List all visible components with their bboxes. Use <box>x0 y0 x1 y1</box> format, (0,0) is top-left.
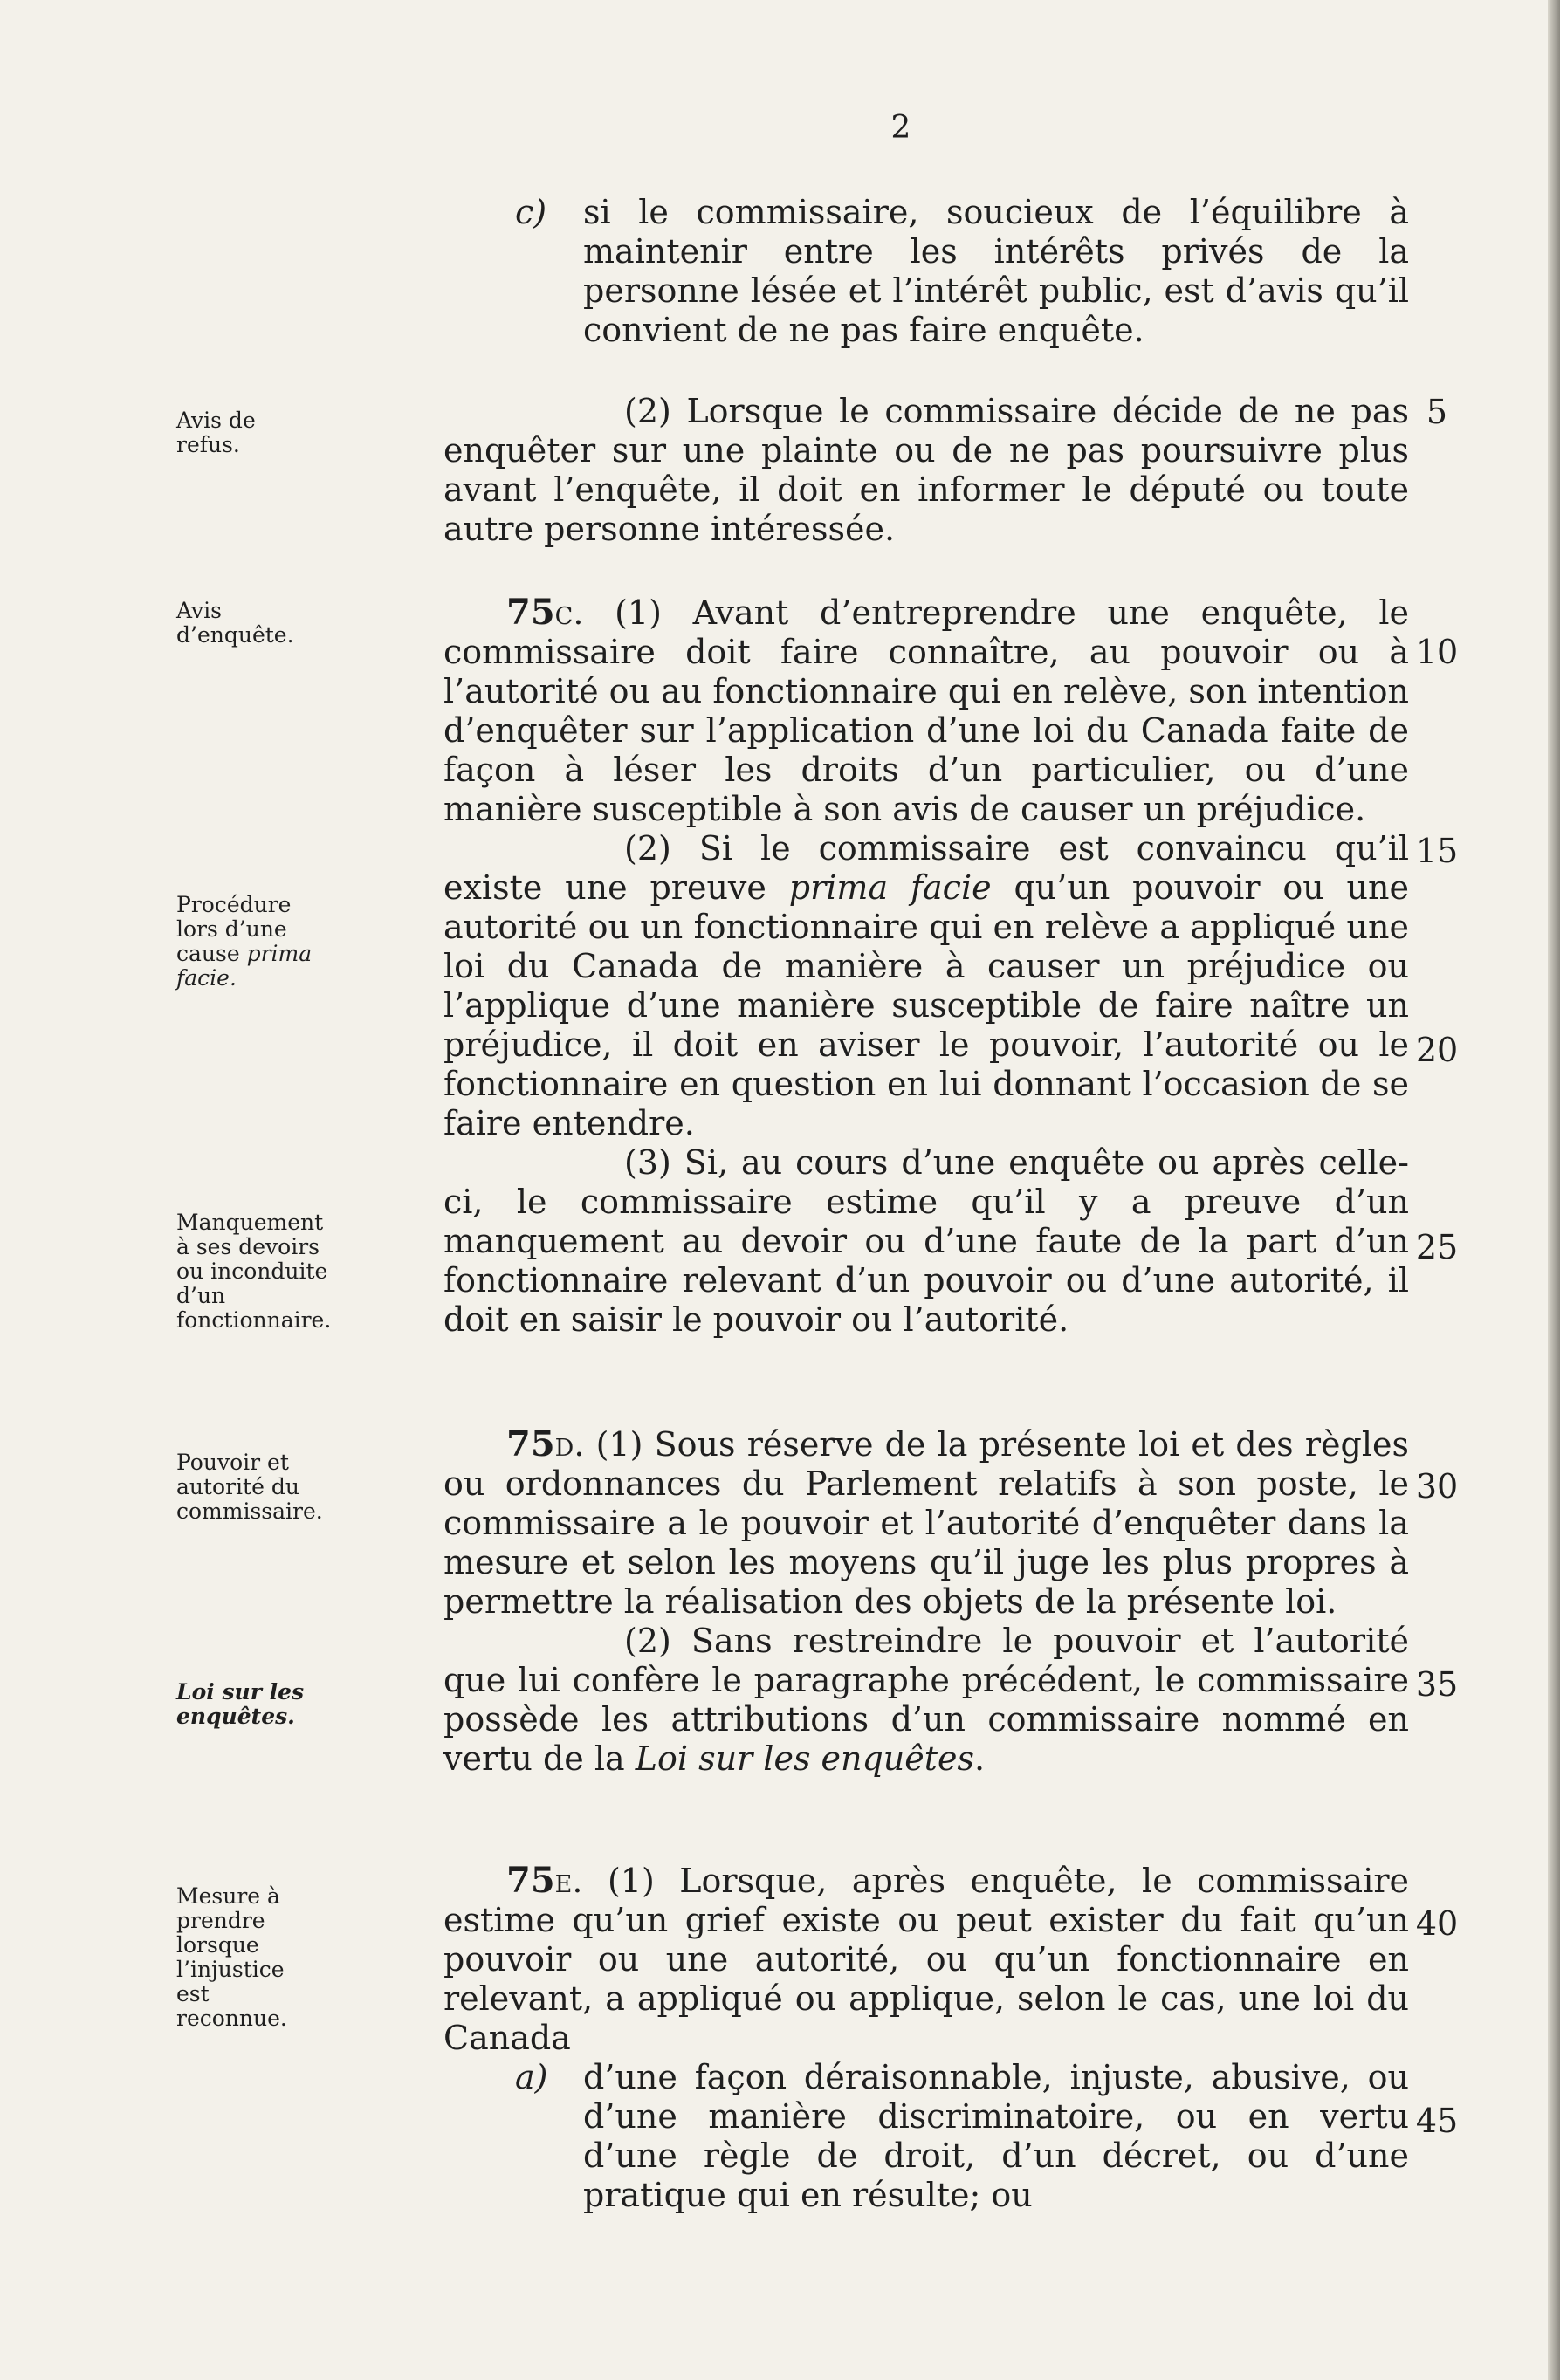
margin-note-manquement: Manquement à ses devoirs ou inconduite d’un fonctionnaire. <box>176 1210 332 1333</box>
page-edge-shadow <box>1548 0 1560 2380</box>
line-number-15: 15 <box>1415 832 1459 870</box>
clause-a <box>515 2058 1409 2215</box>
section-75c <box>443 593 1409 1340</box>
section-75d-p2-italic: Loi sur les enquêtes <box>635 1739 975 1778</box>
section-75c-p1 <box>443 593 1409 829</box>
line-number-40: 40 <box>1415 1904 1459 1943</box>
line-number-10: 10 <box>1415 633 1459 671</box>
margin-note-avis-refus: Avis de refus. <box>176 408 256 457</box>
line-number-25: 25 <box>1415 1228 1459 1266</box>
line-number-20: 20 <box>1415 1031 1459 1069</box>
section-75c-number: 75 <box>506 592 555 633</box>
section-75d <box>443 1424 1409 1779</box>
section-75d-p2 <box>443 1622 1409 1779</box>
line-number-5: 5 <box>1426 393 1448 431</box>
margin-note-mesure: Mesure à prendre lorsque l’injustice est reconnue. <box>176 1883 287 2031</box>
section-75d-p1 <box>443 1424 1409 1622</box>
section-75c-p2-text-b: qu’un pouvoir ou une autorité ou un fonctionnaire qui en relève a appliqué une loi du Canada de manière à causer un préjudice ou l’applique d’une manière susceptible de faire naître un préjudice, il doit en aviser le pouvoir, l’autorité ou le fonctionnaire en question en lui donnant l’occasion de se faire entendre. <box>443 868 1409 1142</box>
clause-c <box>515 193 1409 350</box>
section-75d-letter: d. <box>554 1425 585 1464</box>
section-75c-p2-text-a: (2) Si le commissaire est convaincu qu’il existe une preuve <box>443 829 1409 907</box>
clause-a-label: a) <box>515 2058 548 2096</box>
clause-a-text: d’une façon déraisonnable, injuste, abusive, ou d’une manière discriminatoire, ou en vertu d’une règle de droit, d’un décret, ou d’une pratique qui en résulte; ou <box>583 2058 1409 2214</box>
section-75e-letter: e. <box>554 1862 583 1900</box>
section-75e-number: 75 <box>506 1860 555 1901</box>
paragraph-refus-text: (2) Lorsque le commissaire décide de ne pas enquêter sur une plainte ou de ne pas poursuivre plus avant l’enquête, il doit en informer le député ou toute autre personne intéressée. <box>443 392 1409 548</box>
section-75e-p1 <box>443 1861 1409 2058</box>
clause-c-text: si le commissaire, soucieux de l’équilibre à maintenir entre les intérêts privés de la personne lésée et l’intérêt public, est d’avis qu’il convient de ne pas faire enquête. <box>583 193 1409 349</box>
line-number-45: 45 <box>1415 2102 1459 2140</box>
section-75c-p2-italic: prima facie <box>788 868 992 907</box>
section-75e-p1-text: (1) Lorsque, après enquête, le commissaire estime qu’un grief existe ou peut exister du fait qu’un pouvoir ou une autorité, ou qu’un fonctionnaire en relevant, a appliqué ou applique, selon le cas, une loi du Canada <box>443 1862 1409 2057</box>
section-75d-p1-text: (1) Sous réserve de la présente loi et des règles ou ordonnances du Parlement relatifs à son poste, le commissaire a le pouvoir et l’autorité d’enquêter dans la mesure et selon les moyens qu’il juge les plus propres à permettre la réalisation des objets de la présente loi. <box>443 1425 1409 1621</box>
section-75d-p2-text-b: . <box>974 1739 986 1778</box>
section-75d-p2-text-a: (2) Sans restreindre le pouvoir et l’autorité que lui confère le paragraphe précédent, le commissaire possède les attributions d’un commissaire nommé en vertu de la <box>443 1622 1409 1778</box>
margin-note-procedure-italic: prima facie. <box>176 941 313 991</box>
margin-note-avis-enquete: Avis d’enquête. <box>176 598 294 648</box>
margin-note-procedure-text: Procédure lors d’une cause <box>176 892 292 966</box>
section-75d-number: 75 <box>506 1423 555 1464</box>
margin-note-procedure <box>176 893 325 991</box>
section-75c-p3: (3) Si, au cours d’une enquête ou après celle-ci, le commissaire estime qu’il y a preuve d’un manquement au devoir ou d’une faute de la part d’un fonctionnaire relevant d’un pouvoir ou d’une autorité, il doit en saisir le pouvoir ou l’autorité. <box>443 1143 1409 1339</box>
page-number: 2 <box>890 110 911 146</box>
margin-note-pouvoir: Pouvoir et autorité du commissaire. <box>176 1450 323 1524</box>
section-75c-p2 <box>443 829 1409 1143</box>
section-75c-letter: c. <box>554 593 584 632</box>
margin-note-loi-enquetes: Loi sur les enquêtes. <box>176 1679 305 1729</box>
paragraph-refus <box>443 392 1409 549</box>
section-75e <box>443 1861 1409 2215</box>
clause-c-label: c) <box>515 193 547 231</box>
section-75c-p1-text: (1) Avant d’entreprendre une enquête, le commissaire doit faire connaître, au pouvoir ou à l’autorité ou au fonctionnaire qui en relève, son intention d’enquêter sur l’application d’une loi du Canada faite de façon à léser les droits d’un particulier, ou d’une manière susceptible à son avis de causer un préjudice. <box>443 593 1409 828</box>
line-number-30: 30 <box>1415 1467 1459 1506</box>
line-number-35: 35 <box>1415 1665 1459 1704</box>
